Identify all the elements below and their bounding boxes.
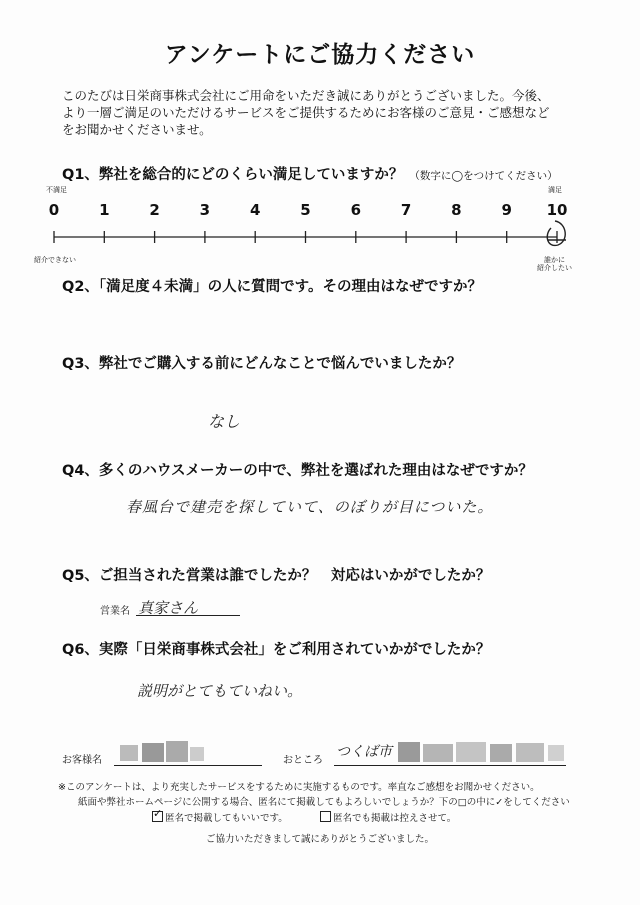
page-title: アンケートにご協力ください [164,42,476,68]
redacted-block [398,742,420,762]
redacted-block [142,743,164,762]
redacted-block [166,741,188,762]
redacted-block [548,745,564,761]
redacted-block [456,742,486,762]
answer-5: 真家さん [138,599,199,617]
question-6: Q6、実際「日栄商事株式会社」をご利用されていかがでしたか？ [62,642,491,658]
answer-3: なし [208,412,241,431]
question-3: Q3、弊社でご購入する前にどんなことで悩んでいましたか？ [62,356,462,372]
scale-right-bottom-line: 紹介したい [537,264,572,272]
scale-right-top: 満足 [548,186,562,194]
redacted-block [490,744,512,762]
scale-right-bottom [537,256,572,272]
thanks-text: ご協力いただきまして誠にありがとうございました。 [205,834,434,845]
address-underline [334,765,566,766]
customer-name-label: お客様名 [62,755,102,766]
option-publish-ng-label: 匿名でも掲載は控えさせて。 [333,813,457,824]
question-1-note: （数字に◯をつけてください） [409,170,558,182]
scale-number-7: 7 [400,201,412,219]
question-1-label: Q1、弊社を総合的にどのくらい満足していますか？ [62,167,404,183]
footer-note-1: ※このアンケートは、より充実したサービスをするために実施するものです。率直なご感想をお聞かせください。 [58,782,540,793]
question-4: Q4、多くのハウスメーカーの中で、弊社を選ばれた理由はなぜですか？ [62,463,533,479]
sales-label: 営業名 [100,606,130,617]
address-value: つくば市 [336,744,392,760]
redacted-block [423,744,453,762]
scale-number-5: 5 [300,201,311,219]
checkbox-empty-icon[interactable] [320,811,331,822]
question-2: Q2、「満足度４未満」の人に質問です。その理由はなぜですか？ [62,279,483,295]
checkbox-checked-icon[interactable]: ✓ [153,807,163,820]
scale-number-10: 10 [546,201,568,219]
scale-left-bottom: 紹介できない [34,256,76,264]
redacted-block [190,747,204,761]
option-publish-ok-label: 匿名で掲載してもいいです。 [165,813,288,824]
scale-right-bottom-line: 誰かに [544,256,565,264]
intro-line: をお聞かせくださいませ。 [62,122,212,137]
redacted-block [120,745,138,761]
scale-number-6: 6 [350,201,362,219]
question-5: Q5、ご担当された営業は誰でしたか？ 対応はいかがでしたか？ [62,568,491,584]
redacted-block [516,743,544,762]
answer-6: 説明がとてもていねい。 [137,682,303,700]
answer-4: 春風台で建売を探していて、のぼりが目についた。 [126,498,494,516]
scale-number-1: 1 [99,201,110,219]
scale-number-4: 4 [249,201,261,219]
scale-number-0: 0 [48,201,60,219]
sales-underline [136,615,240,616]
scale-left-top: 不満足 [46,186,67,194]
scale-number-9: 9 [501,201,512,219]
intro-line: このたびは日栄商事株式会社にご用命をいただき誠にありがとうございました。今後、 [62,88,550,103]
footer-note-2: 紙面や弊社ホームページに公開する場合、匿名にて掲載してもよろしいでしょうか？下の□の中に✓をしてください [78,797,570,808]
address-label: おところ [283,755,323,766]
intro-line: より一層ご満足のいただけるサービスをご提供するためにお客様のご意見・ご感想など [62,105,550,120]
scale-number-2: 2 [149,201,160,219]
option-publish-ng [320,810,640,824]
customer-name-underline [114,765,262,766]
scale-number-3: 3 [199,201,211,219]
scale-number-8: 8 [451,201,462,219]
